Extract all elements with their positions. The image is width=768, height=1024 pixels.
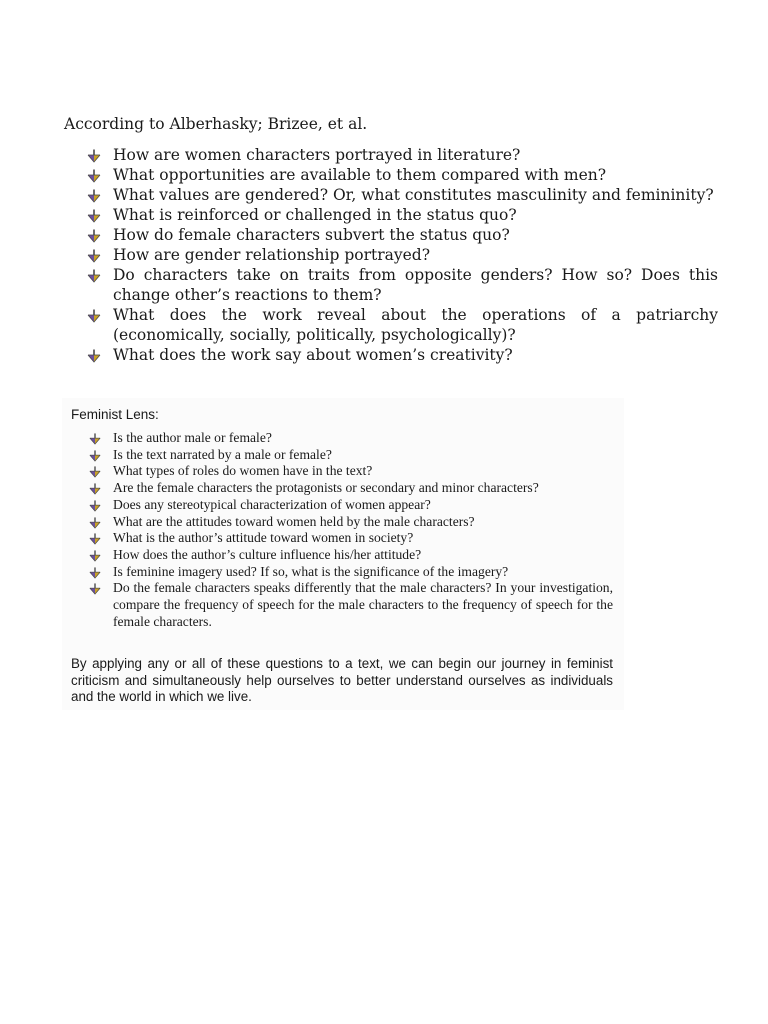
arrow-down-bullet-icon <box>87 349 101 363</box>
list-item <box>89 564 613 581</box>
arrow-down-bullet-icon <box>87 269 101 283</box>
list-item <box>89 447 613 464</box>
arrow-down-bullet-icon <box>87 249 101 263</box>
questions-section <box>64 114 718 365</box>
list-item <box>89 430 613 447</box>
closing-paragraph: By applying any or all of these questions to a text, we can begin our journey in feminist criticism and simultaneously help ourselves to better understand ourselves as individuals and the world in which we live. <box>71 656 613 705</box>
arrow-down-bullet-icon <box>87 149 101 163</box>
arrow-down-bullet-icon <box>89 550 101 562</box>
list-item-text: How do female characters subvert the status quo? <box>113 226 510 244</box>
list-item <box>87 145 718 165</box>
arrow-down-bullet-icon <box>89 483 101 495</box>
list-item <box>87 265 718 305</box>
arrow-down-bullet-icon <box>87 229 101 243</box>
arrow-down-bullet-icon <box>89 433 101 445</box>
list-item-text: Are the female characters the protagonists or secondary and minor characters? <box>113 480 539 496</box>
list-item-text: What are the attitudes toward women held by the male characters? <box>113 513 475 529</box>
arrow-down-bullet-icon <box>89 533 101 545</box>
list-item-text: What values are gendered? Or, what constitutes masculinity and femininity? <box>113 186 714 204</box>
list-item-text: How are gender relationship portrayed? <box>113 246 431 264</box>
list-item-text: What is the author’s attitude toward women in society? <box>113 530 414 546</box>
list-item-text: Do the female characters speaks differently that the male characters? In your investigation, compare the frequency of speech for the male characters to the frequency of speech for the female characters. <box>113 580 613 629</box>
list-item-text: Does any stereotypical characterization of women appear? <box>113 496 431 512</box>
feminist-lens-heading: Feminist Lens: <box>71 407 159 422</box>
list-item <box>87 205 718 225</box>
list-item-text: What does the work reveal about the operations of a patriarchy (economically, socially, politically, psychologically)? <box>113 306 718 344</box>
list-item-text: How are women characters portrayed in literature? <box>113 146 521 164</box>
feminist-lens-list <box>89 430 613 630</box>
arrow-down-bullet-icon <box>87 169 101 183</box>
list-item <box>89 514 613 531</box>
list-item-text: What opportunities are available to them compared with men? <box>113 166 607 184</box>
arrow-down-bullet-icon <box>89 567 101 579</box>
arrow-down-bullet-icon <box>87 309 101 323</box>
feminist-lens-section <box>62 398 624 710</box>
arrow-down-bullet-icon <box>87 209 101 223</box>
list-item-text: What types of roles do women have in the text? <box>113 463 373 479</box>
arrow-down-bullet-icon <box>87 189 101 203</box>
list-item <box>89 580 613 630</box>
list-item <box>87 345 718 365</box>
arrow-down-bullet-icon <box>89 466 101 478</box>
list-item-text: How does the author’s culture influence his/her attitude? <box>113 546 422 562</box>
list-item <box>87 305 718 345</box>
list-item-text: What does the work say about women’s creativity? <box>113 346 513 364</box>
section-intro: According to Alberhasky; Brizee, et al. <box>64 115 368 133</box>
arrow-down-bullet-icon <box>89 500 101 512</box>
list-item <box>89 547 613 564</box>
list-item <box>87 225 718 245</box>
list-item <box>89 463 613 480</box>
list-item <box>89 530 613 547</box>
list-item <box>87 165 718 185</box>
list-item <box>87 185 718 205</box>
questions-list <box>64 145 718 365</box>
list-item-text: Is the author male or female? <box>113 430 272 445</box>
list-item <box>87 245 718 265</box>
arrow-down-bullet-icon <box>89 583 101 595</box>
arrow-down-bullet-icon <box>89 517 101 529</box>
list-item-text: Is the text narrated by a male or female? <box>113 446 332 462</box>
list-item <box>89 480 613 497</box>
list-item <box>89 497 613 514</box>
list-item-text: Do characters take on traits from opposite genders? How so? Does this change other’s reactions to them? <box>113 266 718 304</box>
list-item-text: Is feminine imagery used? If so, what is the significance of the imagery? <box>113 563 509 579</box>
list-item-text: What is reinforced or challenged in the status quo? <box>113 206 517 224</box>
arrow-down-bullet-icon <box>89 450 101 462</box>
